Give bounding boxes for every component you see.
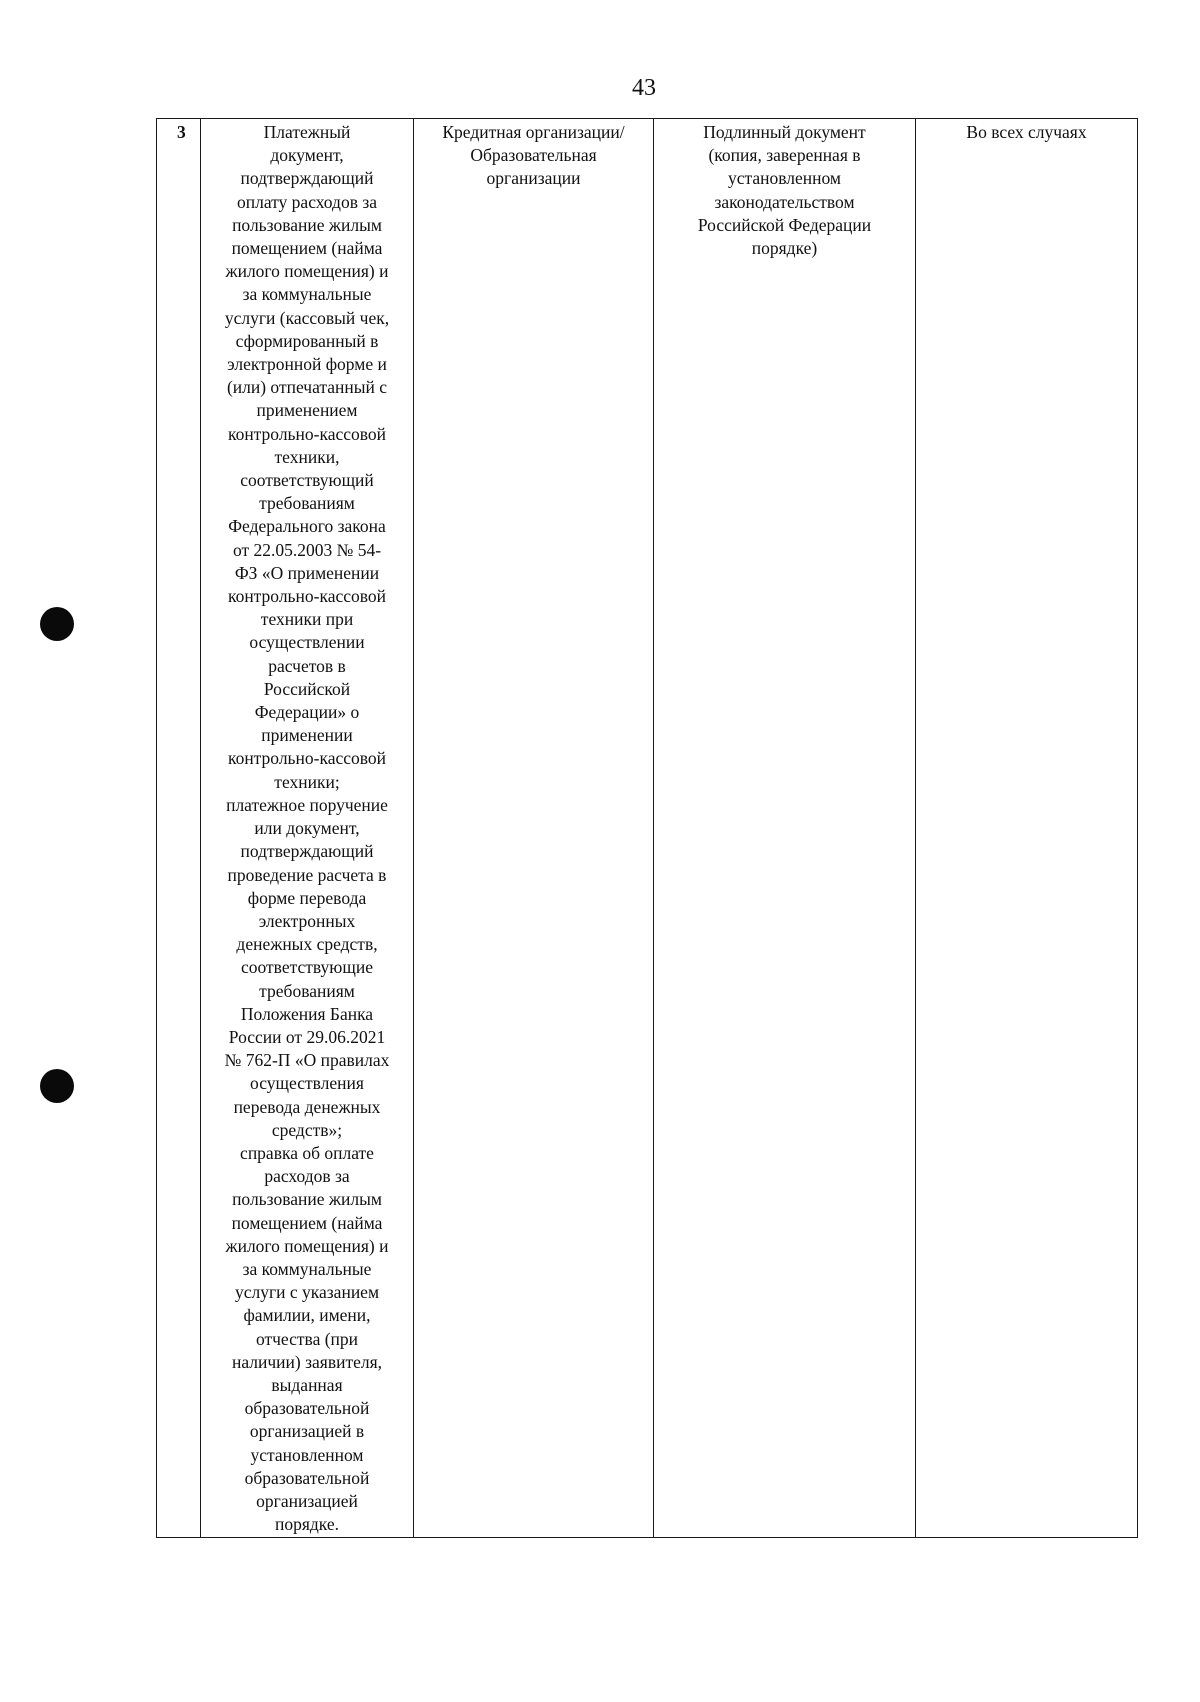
punch-hole-mark xyxy=(40,607,74,641)
row-number-cell: 3 xyxy=(157,119,201,1538)
applicable-cases-cell: Во всех случаях xyxy=(916,119,1138,1538)
issuing-organization-cell: Кредитная организации/ Образовательная организации xyxy=(414,119,654,1538)
documents-table xyxy=(156,118,1138,1538)
punch-hole-mark xyxy=(40,1069,74,1103)
document-form-cell: Подлинный документ (копия, заверенная в установленном законодательством Российской Федерации порядке) xyxy=(654,119,916,1538)
table-row xyxy=(157,119,1138,1538)
document-description-cell: Платежный документ, подтверждающий оплату расходов за пользование жилым помещением (найма жилого помещения) и за коммунальные услуги (кассовый чек, сформированный в электронной форме и (или) отпечатанный с применением контрольно-кассовой техники, соответствующий требованиям Федерального закона от 22.05.2003 № 54- ФЗ «О применении контрольно-кассовой техники при осуществлении расчетов в Российской Федерации» о применении контрольно-кассовой техники; платежное поручение или документ, подтверждающий проведение расчета в форме перевода электронных денежных средств, соответствующие требованиям Положения Банка России от 29.06.2021 № 762-П «О правилах осуществления перевода денежных средств»; справка об оплате расходов за пользование жилым помещением (найма жилого помещения) и за коммунальные услуги с указанием фамилии, имени, отчества (при наличии) заявителя, выданная образовательной организацией в установленном образовательной организацией порядке. xyxy=(201,119,414,1538)
page-number: 43 xyxy=(632,75,656,101)
